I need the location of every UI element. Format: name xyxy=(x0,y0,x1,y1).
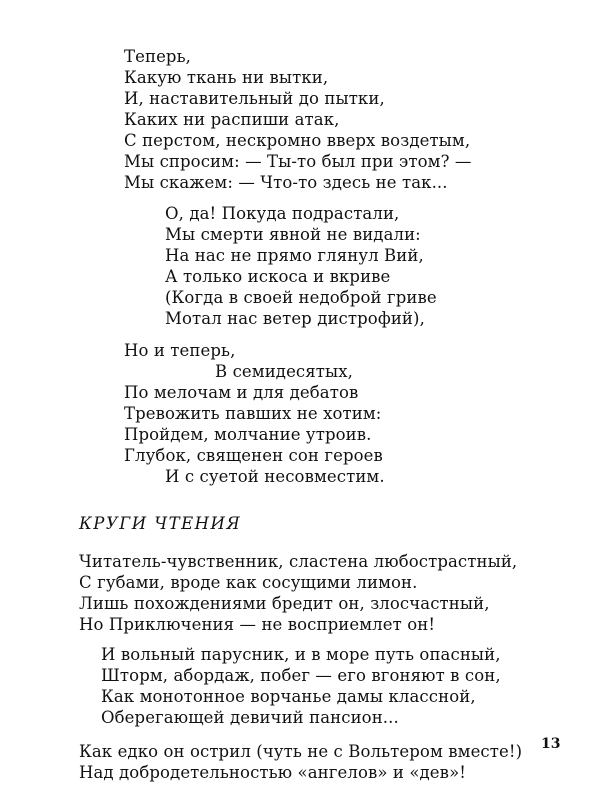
poem1-stanza2-line-4: А только искоса и вкриве xyxy=(165,267,391,286)
poem1-stanza2-line-1: О, да! Покуда подрастали, xyxy=(165,204,400,223)
poem2-stanza3-line-2: Над добродетельностью «ангелов» и «дев»! xyxy=(79,763,466,782)
poem1-stanza1-line-2: Какую ткань ни вытки, xyxy=(124,68,329,87)
poem2-stanza2-line-4: Оберегающей девичий пансион... xyxy=(101,708,399,727)
poem1-stanza1-line-5: С перстом, нескромно вверх воздетым, xyxy=(124,131,471,150)
poem2-stanza2-line-1: И вольный парусник, и в море путь опасный, xyxy=(101,645,501,664)
poem1-stanza3-line-6: Глубок, священен сон героев xyxy=(124,446,383,465)
poem1-stanza3-line-7: И с суетой несовместим. xyxy=(165,467,385,486)
poem1-stanza3-line-3: По мелочам и для дебатов xyxy=(124,383,359,402)
poem1-stanza3-line-1: Но и теперь, xyxy=(124,341,236,360)
poem1-stanza1-line-7: Мы скажем: — Что-то здесь не так... xyxy=(124,173,448,192)
poem1-stanza2-line-6: Мотал нас ветер дистрофий), xyxy=(165,309,425,328)
poem1-stanza1-line-4: Каких ни распиши атак, xyxy=(124,110,340,129)
poem1-stanza2-line-5: (Когда в своей недоброй гриве xyxy=(165,288,437,307)
poem1-stanza2-line-3: На нас не прямо глянул Вий, xyxy=(165,246,424,265)
poem1-stanza3-line-2: В семидесятых, xyxy=(215,362,353,381)
poem1-stanza1-line-6: Мы спросим: — Ты-то был при этом? — xyxy=(124,152,472,171)
poem2-stanza3-line-1: Как едко он острил (чуть не с Вольтером вместе!) xyxy=(79,742,523,761)
poem2-stanza2-line-2: Шторм, абордаж, побег — его вгоняют в сон, xyxy=(101,666,501,685)
poem2-stanza1-line-3: Лишь похождениями бредит он, злосчастный, xyxy=(79,594,490,613)
poem2-stanza1-line-4: Но Приключения — не восприемлет он! xyxy=(79,615,436,634)
poem2-stanza1-line-2: С губами, вроде как сосущими лимон. xyxy=(79,573,418,592)
poem1-stanza3-line-4: Тревожить павших не хотим: xyxy=(124,404,382,423)
poem2-title: КРУГИ ЧТЕНИЯ xyxy=(79,514,242,533)
poem1-stanza3-line-5: Пройдем, молчание утроив. xyxy=(124,425,372,444)
poem1-stanza1-line-3: И, наставительный до пытки, xyxy=(124,89,385,108)
page-number: 13 xyxy=(541,736,561,752)
poem2-stanza1-line-1: Читатель-чувственник, сластена любострастный, xyxy=(79,552,518,571)
poem1-stanza1-line-1: Теперь, xyxy=(124,47,192,66)
poem1-stanza2-line-2: Мы смерти явной не видали: xyxy=(165,225,421,244)
poem2-stanza2-line-3: Как монотонное ворчанье дамы классной, xyxy=(101,687,476,706)
